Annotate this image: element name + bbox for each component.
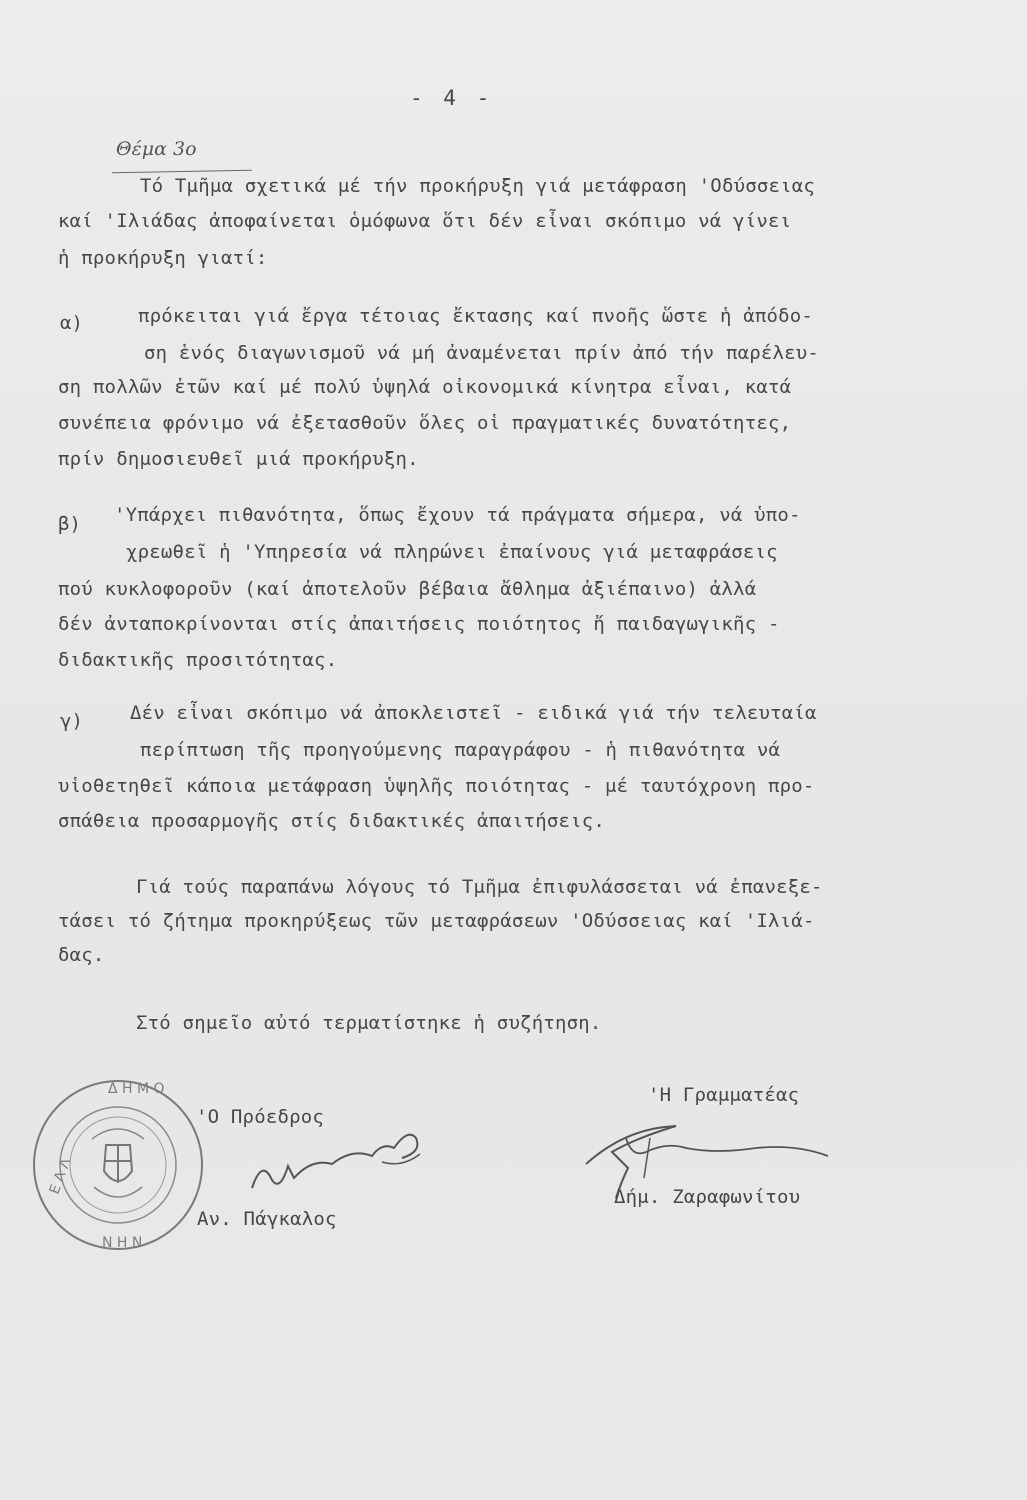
president-name: Αν. Πάγκαλος (197, 1208, 337, 1230)
president-signature-icon (232, 1118, 432, 1198)
secretary-name: Δήμ. Ζαραφωνίτου (614, 1186, 801, 1208)
svg-text:Δ Η Μ Ο: Δ Η Μ Ο (108, 1081, 165, 1097)
conclusion-line-3: δας. (58, 944, 105, 966)
item-b-line-2: χρεωθεῖ ἡ 'Υπηρεσία νά πληρώνει ἐπαίνους γιά μεταφράσεις (126, 541, 778, 563)
item-b-line-4: δέν ἀνταποκρίνονται στίς ἀπαιτήσεις ποιότητος ἤ παιδαγωγικῆς - (58, 613, 780, 635)
svg-text:Ε Λ Λ: Ε Λ Λ (46, 1156, 75, 1197)
item-a-label: α) (60, 312, 83, 334)
section-heading: Θέμα 3ο (116, 138, 197, 160)
conclusion-line-2: τάσει τό ζήτημα προκηρύξεως τῶν μεταφράσεων 'Οδύσσειας καί 'Ιλιά- (58, 910, 815, 932)
conclusion-line-1: Γιά τούς παραπάνω λόγους τό Τμῆμα ἐπιφυλάσσεται νά ἐπανεξε- (136, 876, 823, 898)
closing-statement: Στό σημεῖο αὐτό τερματίστηκε ἡ συζήτηση. (136, 1012, 602, 1034)
item-b-label: β) (58, 513, 81, 535)
page-number: - 4 - (410, 86, 494, 110)
official-seal-icon (28, 1075, 208, 1255)
item-b-line-1: 'Υπάρχει πιθανότητα, ὅπως ἔχουν τά πράγματα σήμερα, νά ὑπο- (114, 504, 801, 526)
item-a-line-4: συνέπεια φρόνιμο νά ἐξετασθοῦν ὅλες οἱ πραγματικές δυνατότητες, (58, 412, 792, 434)
item-c-label: γ) (60, 710, 83, 732)
item-a-line-1: πρόκειται γιά ἔργα τέτοιας ἔκτασης καί πνοῆς ὥστε ἡ ἀπόδο- (138, 305, 814, 327)
heading-underline (112, 170, 252, 173)
secretary-title: 'Η Γραμματέας (648, 1084, 800, 1106)
item-c-line-4: σπάθεια προσαρμογῆς στίς διδακτικές ἀπαιτήσεις. (58, 810, 606, 832)
item-c-line-1: Δέν εἶναι σκόπιμο νά ἀποκλειστεῖ - ειδικά γιά τήν τελευταία (130, 702, 817, 724)
item-b-line-3: πού κυκλοφοροῦν (καί ἀποτελοῦν βέβαια ἄθλημα ἀξιέπαινο) ἀλλά (58, 578, 757, 600)
president-title: 'Ο Πρόεδρος (196, 1106, 325, 1128)
item-c-line-3: υἱοθετηθεῖ κάποια μετάφραση ὑψηλῆς ποιότητας - μέ ταυτόχρονη προ- (58, 775, 815, 797)
item-c-line-2: περίπτωση τῆς προηγούμενης παραγράφου - ἡ πιθανότητα νά (140, 739, 781, 761)
item-a-line-2: ση ἑνός διαγωνισμοῦ νά μή ἀναμένεται πρίν ἀπό τήν παρέλευ- (144, 342, 820, 364)
svg-text:Ν Η Ν: Ν Η Ν (102, 1235, 143, 1251)
item-a-line-5: πρίν δημοσιευθεῖ μιά προκήρυξη. (58, 448, 419, 470)
item-a-line-3: ση πολλῶν ἐτῶν καί μέ πολύ ὑψηλά οἰκονομικά κίνητρα εἶναι, κατά (58, 376, 792, 398)
item-b-line-5: διδακτικῆς προσιτότητας. (58, 649, 338, 671)
intro-line-3: ἡ προκήρυξη γιατί: (58, 247, 268, 269)
intro-line-1: Τό Τμῆμα σχετικά μέ τήν προκήρυξη γιά μετάφραση 'Οδύσσειας (140, 175, 816, 197)
intro-line-2: καί 'Ιλιάδας ἀποφαίνεται ὁμόφωνα ὅτι δέν εἶναι σκόπιμο νά γίνει (58, 210, 792, 232)
